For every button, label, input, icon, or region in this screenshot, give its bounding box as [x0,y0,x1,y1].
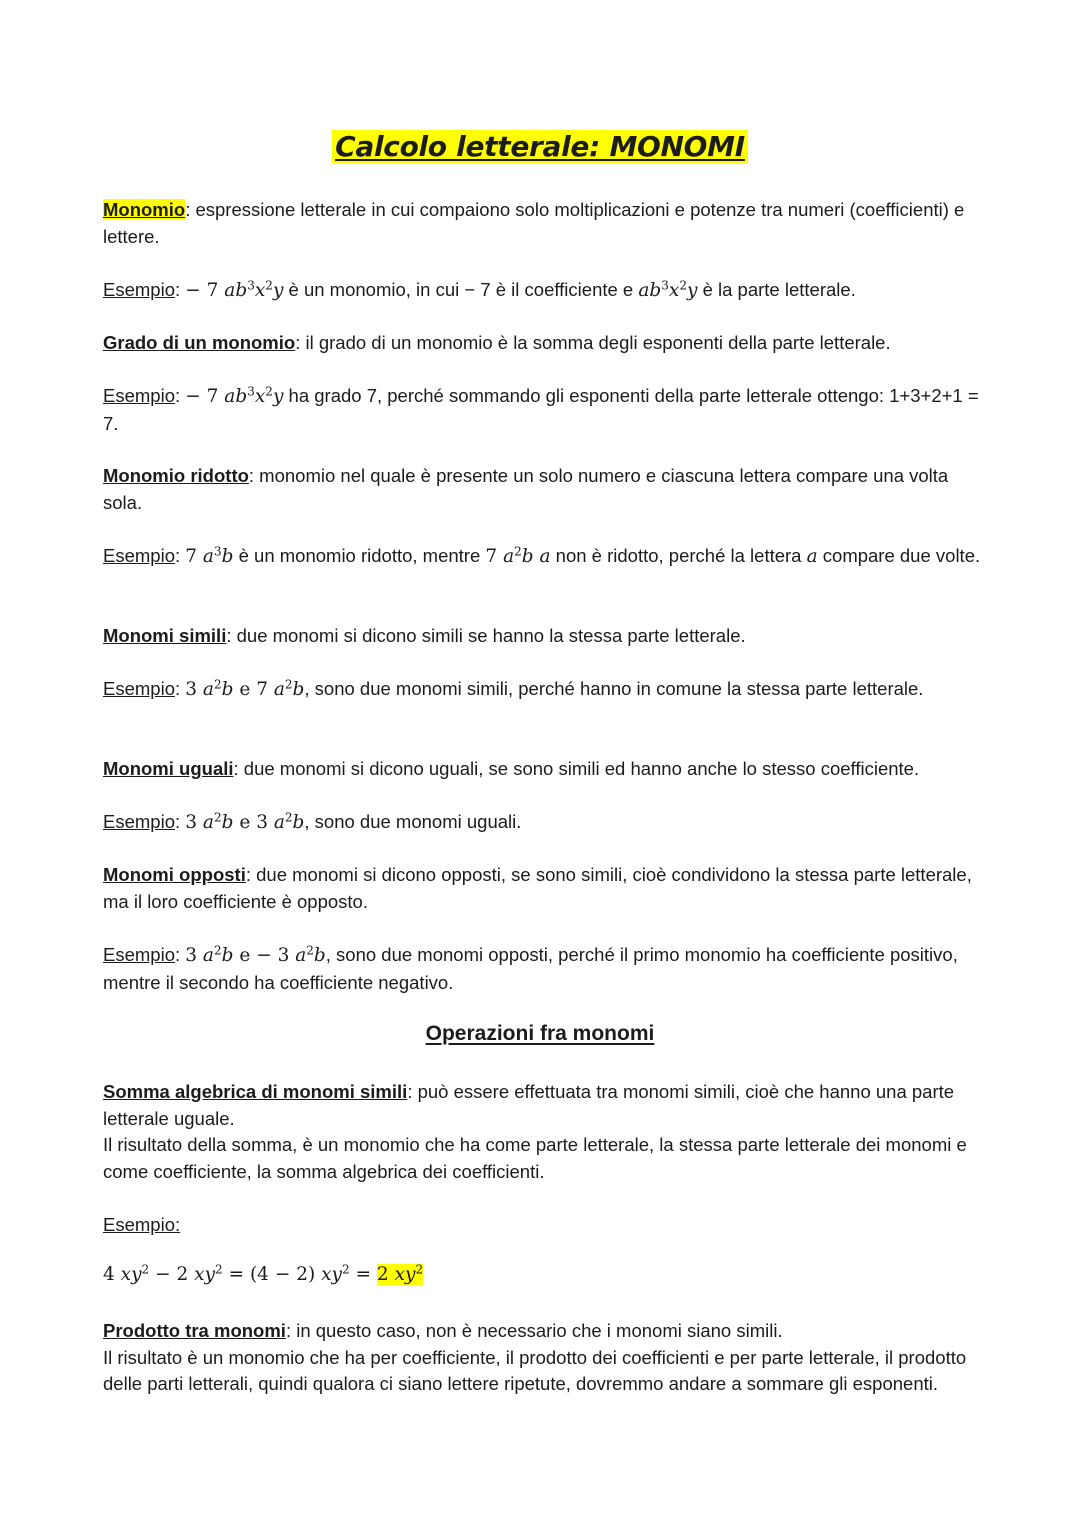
title-container [0,130,1080,163]
page-title: Calcolo letterale: MONOMI [332,130,748,163]
example-label: Esempio [103,385,175,406]
math-monomials: 3 $a^2b$ e 3 $a^2b$ [185,810,305,833]
example-somma-label [103,1212,983,1239]
math-literal-part: $ab^3x^2y$ [638,278,698,301]
example-opposti: Esempio: 3 $a^2b$ e − 3 $a^2b$, sono due monomi opposti, perché il primo monomio ha coefficiente positivo, mentre il secondo ha coefficiente negativo. [103,943,958,993]
term-prodotto: Prodotto tra monomi [103,1320,286,1341]
definition-uguali: Monomi uguali: due monomi si dicono uguali, se sono simili ed hanno anche lo stesso coefficiente. [103,758,920,779]
example-label: Esempio [103,811,175,832]
definition-somma: Somma algebrica di monomi simili: può essere effettuata tra monomi simili, cioè che hanno una parte letterale uguale. Il risultato della somma, è un monomio che ha come parte letterale, la stessa parte letterale dei monomi e come coefficiente, la somma algebrica dei coefficienti. [103,1081,967,1182]
math-letter: a [806,546,818,567]
example-ridotto: Esempio: 7 $a^3b$ è un monomio ridotto, mentre 7 $a^2b$ a non è ridotto, perché la lettera a compare due volte. [103,544,981,567]
example-label: Esempio [103,279,175,300]
definition-monomio [103,197,983,250]
math-monomial: − 7 $ab^3x^2y$ [185,278,284,301]
definition-opposti: Monomi opposti: due monomi si dicono opposti, se sono simili, cioè condividono la stessa parte letterale, ma il loro coefficiente è opposto. [103,864,972,912]
term-ridotto: Monomio ridotto [103,465,249,486]
term-uguali: Monomi uguali [103,758,234,779]
definition-grado: Grado di un monomio: il grado di un monomio è la somma degli esponenti della parte letterale. [103,332,891,353]
example-label: Esempio: [103,1214,181,1235]
math-formula-somma: 4 $xy^2 - 2$ $xy^2 = (4 - 2) xy^2 = 2$ $xy^2$ [103,1262,424,1285]
term-grado: Grado di un monomio [103,332,296,353]
section-title: Operazioni fra monomi [425,1022,655,1045]
definition-simili: Monomi simili: due monomi si dicono simili se hanno la stessa parte letterale. [103,625,746,646]
example-label: Esempio [103,944,175,965]
example-monomio: Esempio: − 7 $ab^3x^2y$ è un monomio, in cui − 7 è il coefficiente e $ab^3x^2y$ è la parte letterale. [103,278,856,301]
somma-explanation: Il risultato della somma, è un monomio che ha come parte letterale, la stessa parte letterale dei monomi e come coefficiente, la somma algebrica dei coefficienti. [103,1134,967,1182]
math-monomial: 7 $a^2b$ a [485,544,551,567]
example-label: Esempio [103,545,175,566]
term-opposti: Monomi opposti [103,864,246,885]
prodotto-explanation: Il risultato è un monomio che ha per coefficiente, il prodotto dei coefficienti e per parte letterale, il prodotto delle parti letterali, quindi qualora ci siano lettere ripetute, dovremmo andare a sommare gli esponenti. [103,1346,967,1394]
definition-monomio-text: : espressione letterale in cui compaiono solo moltiplicazioni e potenze tra numeri (coefficienti) e lettere. [103,199,965,247]
term-monomio: Monomio [103,199,186,220]
formula-result: 2 $xy^2$ [376,1262,424,1285]
math-monomials: 3 $a^2b$ e − 3 $a^2b$ [185,943,326,966]
math-monomials: 3 $a^2b$ e 7 $a^2b$ [185,677,305,700]
example-grado: Esempio: − 7 $ab^3x^2y$ ha grado 7, perché sommando gli esponenti della parte letterale ottengo: 1+3+2+1 = 7. [103,384,979,434]
example-uguali: Esempio: 3 $a^2b$ e 3 $a^2b$, sono due monomi uguali. [103,810,522,833]
definition-ridotto: Monomio ridotto: monomio nel quale è presente un solo numero e ciascuna lettera compare una volta sola. [103,465,949,513]
math-monomial: − 7 $ab^3x^2y$ [185,384,284,407]
definition-prodotto: Prodotto tra monomi: in questo caso, non è necessario che i monomi siano simili. Il risultato è un monomio che ha per coefficiente, il prodotto dei coefficienti e per parte letterale, il prodotto delle parti letterali, quindi qualora ci siano lettere ripetute, dovremmo andare a sommare gli esponenti. [103,1320,967,1394]
example-label: Esempio [103,678,175,699]
term-simili: Monomi simili [103,625,227,646]
math-monomial: 7 $a^3b$ [185,544,234,567]
example-simili: Esempio: 3 $a^2b$ e 7 $a^2b$, sono due monomi simili, perché hanno in comune la stessa parte letterale. [103,677,924,700]
term-somma: Somma algebrica di monomi simili [103,1081,408,1102]
